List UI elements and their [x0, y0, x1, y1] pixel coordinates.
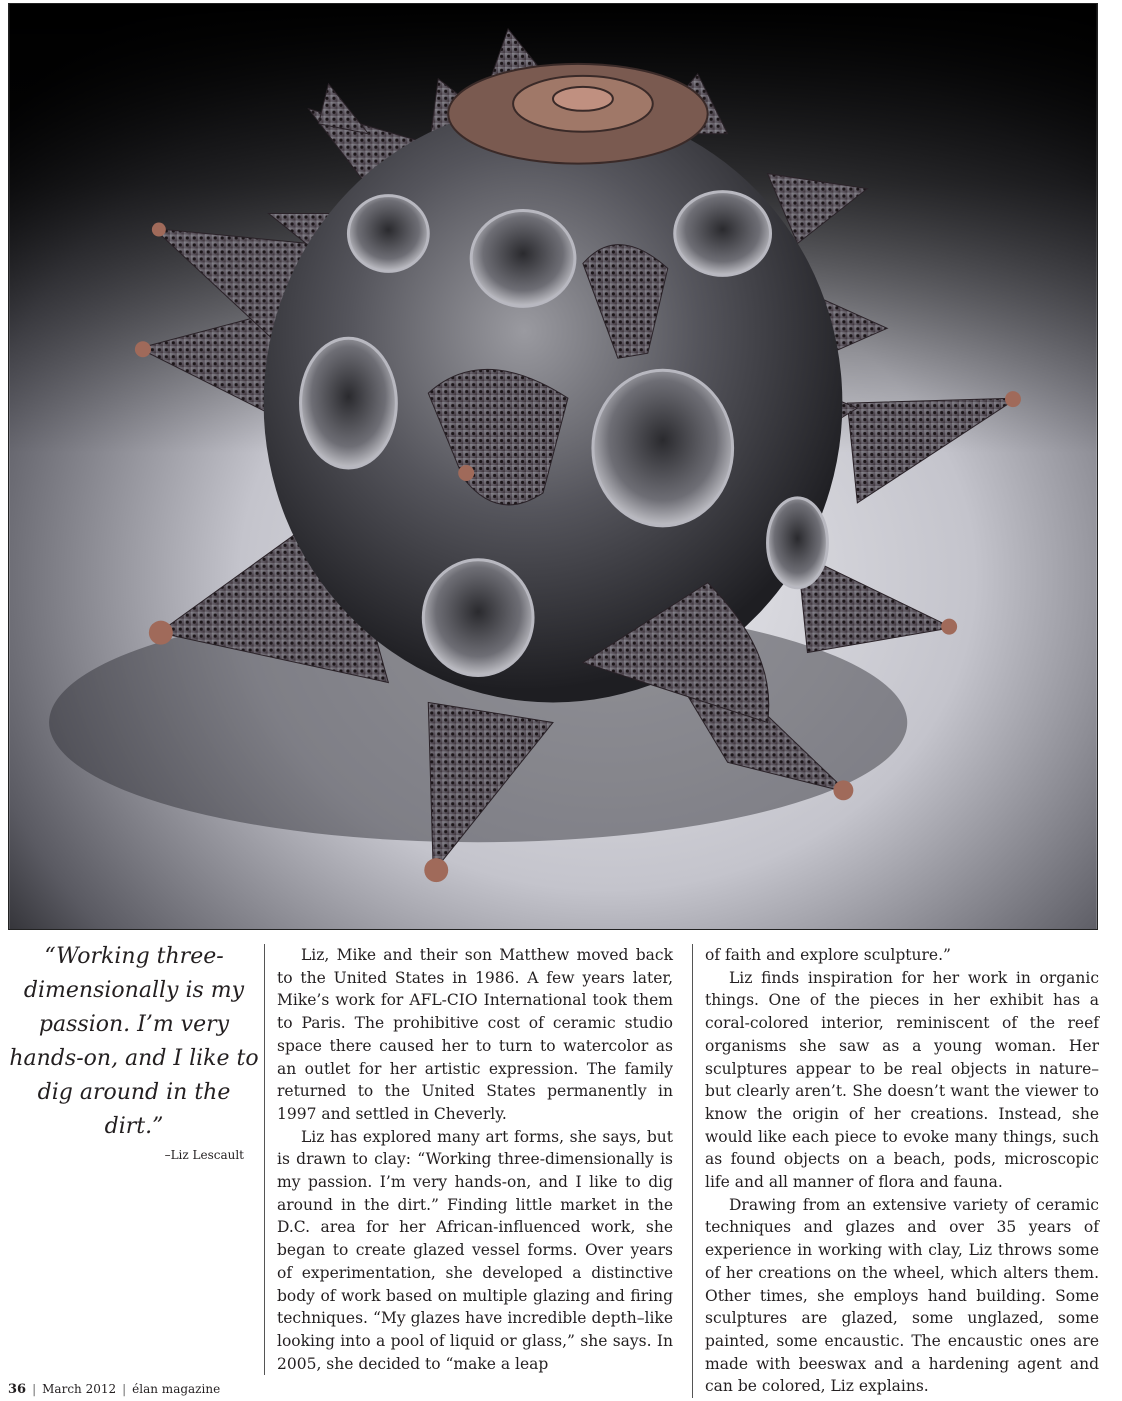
spiked-ceramic-sculpture-image	[9, 4, 1097, 929]
publication-name: élan magazine	[132, 1382, 221, 1396]
footer-separator: |	[32, 1382, 37, 1396]
paragraph: Liz, Mike and their son Matthew moved back to the United States in 1986. A few years later, Mike’s work for AFL-CIO International took them to Paris. The prohibitive cost of ceramic studio space there caused her to turn to watercolor as an outlet for her artistic expression. The family returned to the United States permanently in 1997 and settled in Cheverly.	[277, 946, 673, 1123]
article-column-3	[692, 944, 1099, 1398]
paragraph: Drawing from an extensive variety of ceramic techniques and glazes and over 35 years of experience in working with clay, Liz throws some of her creations on the wheel, which alters them. Other times, she employs hand building. Some sculptures are glazed, some unglazed, some painted, some encaustic. The encaustic ones are made with beeswax and a hardening agent and can be colored, Liz explains.	[705, 1195, 1099, 1396]
paragraph: Liz finds inspiration for her work in organic things. One of the pieces in her exhibit has a coral-colored interior, reminiscent of the reef organisms she saw as a young woman. Her sculptures appear to be real objects in nature–but clearly aren’t. She doesn’t want the viewer to know the origin of her creations. Instead, she would like each piece to evoke many things, such as found objects on a beach, pods, microscopic life and all manner of flora and fauna.	[705, 968, 1099, 1192]
pull-quote	[8, 940, 260, 1162]
pull-quote-text: “Working three-dimensionally is my passion. I’m very hands-on, and I like to dig around in the dirt.”	[9, 944, 259, 1139]
footer-separator: |	[122, 1382, 127, 1396]
pull-quote-attribution: –Liz Lescault	[164, 1148, 244, 1162]
sculpture-photo	[8, 3, 1098, 930]
paragraph: of faith and explore sculpture.”	[705, 946, 951, 964]
paragraph: Liz has explored many art forms, she says, but is drawn to clay: “Working three-dimensionally is my passion. I’m very hands-on, and I like to dig around in the dirt.” Finding little market in the D.C. area for her African-influenced work, she began to create glazed vessel forms. Over years of experimentation, she developed a distinctive body of work based on multiple glazing and firing techniques. “My glazes have incredible depth–like looking into a pool of liquid or glass,” she says. In 2005, she decided to “make a leap	[277, 1127, 673, 1373]
page-number: 36	[8, 1382, 27, 1397]
article-column-2	[264, 944, 673, 1375]
page-footer	[8, 1382, 220, 1397]
issue-date: March 2012	[42, 1382, 117, 1396]
